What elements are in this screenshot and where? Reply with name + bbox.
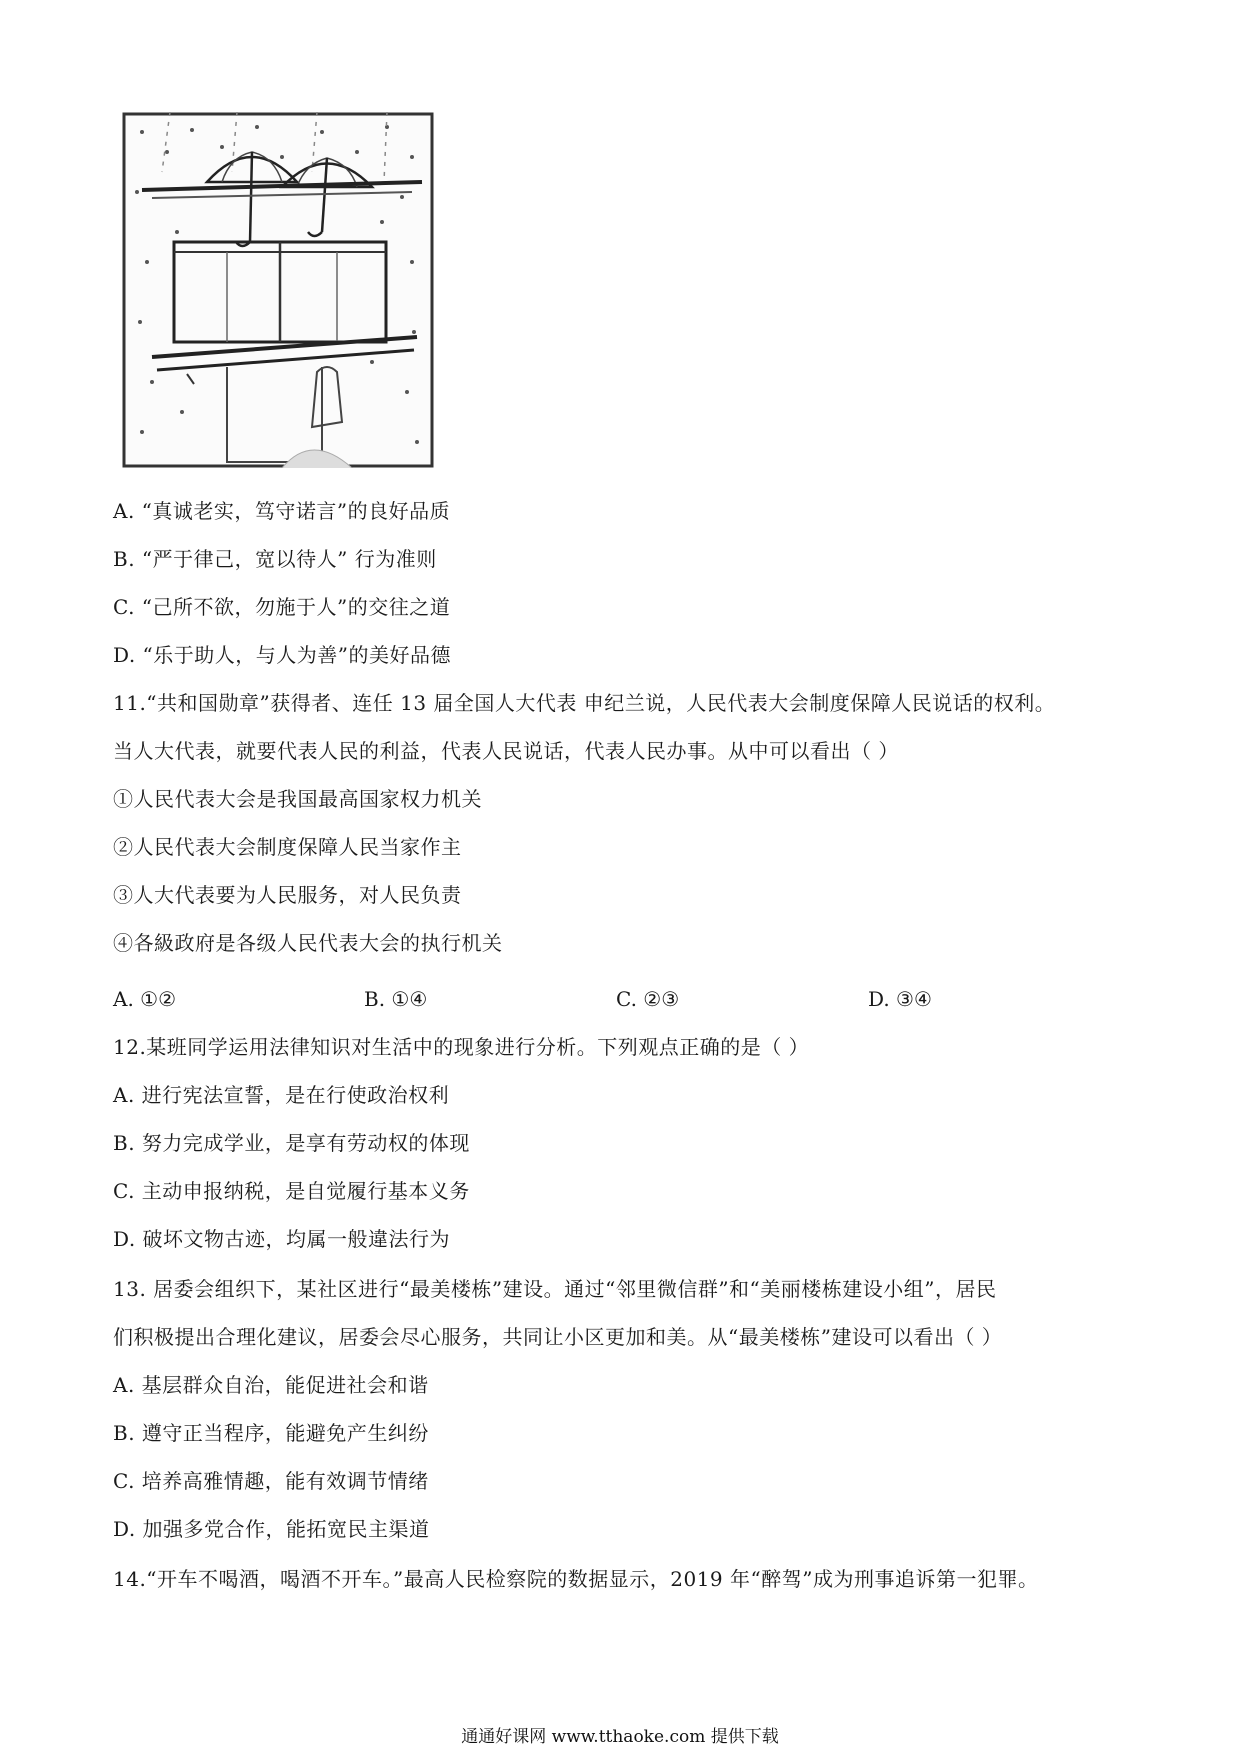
q12-option-c: C. 主动申报纳税，是自觉履行基本义务: [113, 1179, 470, 1203]
q11-statement-4: ④各級政府是各级人民代表大会的执行机关: [113, 931, 503, 955]
q13-option-d: D. 加强多党合作，能拓宽民主渠道: [113, 1517, 430, 1541]
q10-option-d: D. “乐于助人，与人为善”的美好品德: [113, 643, 451, 667]
q11-stem-line2: 当人大代表，就要代表人民的利益，代表人民说话，代表人民办事。从中可以看出（ ）: [113, 739, 899, 763]
q12-stem: 12.某班同学运用法律知识对生活中的现象进行分析。下列观点正确的是（ ）: [113, 1035, 810, 1059]
q11-choice-d: D. ③④: [868, 987, 932, 1011]
q11-statement-2: ②人民代表大会制度保障人民当家作主: [113, 835, 462, 859]
q13-option-b: B. 遵守正当程序，能避免产生纠纷: [113, 1421, 429, 1445]
q10-option-b: B. “严于律己，宽以待人” 行为准则: [113, 547, 437, 571]
q12-option-d: D. 破坏文物古迹，均属一般違法行为: [113, 1227, 451, 1251]
q12-option-a: A. 进行宪法宣誓，是在行使政治权利: [113, 1083, 450, 1107]
q11-choice-a: A. ①②: [113, 987, 177, 1011]
q13-stem-line2: 们积极提出合理化建议，居委会尽心服务，共同让小区更加和美。从“最美楼栋”建设可以看出（ ）: [113, 1325, 1003, 1349]
q13-option-a: A. 基层群众自治，能促进社会和谐: [113, 1373, 429, 1397]
q13-option-c: C. 培养高雅情趣，能有效调节情绪: [113, 1469, 429, 1493]
q11-statement-3: ③人大代表要为人民服务，对人民负责: [113, 883, 462, 907]
q10-option-a: A. “真诚老实，笃守诺言”的良好品质: [113, 499, 451, 523]
q13-stem-line1: 13. 居委会组织下，某社区进行“最美楼栋”建设。通过“邻里微信群”和“美丽楼栋建设小组”，居民: [113, 1277, 997, 1301]
q12-option-b: B. 努力完成学业，是享有劳动权的体现: [113, 1131, 470, 1155]
q11-choice-b: B. ①④: [364, 987, 428, 1011]
q11-stem-line1: 11.“共和国勋章”获得者、连任 13 届全国人大代表 申纪兰说，人民代表大会制度保障人民说话的权利。: [113, 691, 1056, 715]
q11-choice-c: C. ②③: [616, 987, 680, 1011]
q10-option-c: C. “己所不欲，勿施于人”的交往之道: [113, 595, 451, 619]
page-footer: 通通好课网 www.tthaoke.com 提供下载: [461, 1727, 779, 1747]
rain-umbrella-illustration: [122, 112, 434, 468]
q14-stem: 14.“开车不喝酒，喝酒不开车。”最高人民检察院的数据显示，2019 年“醉驾”成为刑事追诉第一犯罪。: [113, 1567, 1039, 1591]
q11-statement-1: ①人民代表大会是我国最高国家权力机关: [113, 787, 482, 811]
